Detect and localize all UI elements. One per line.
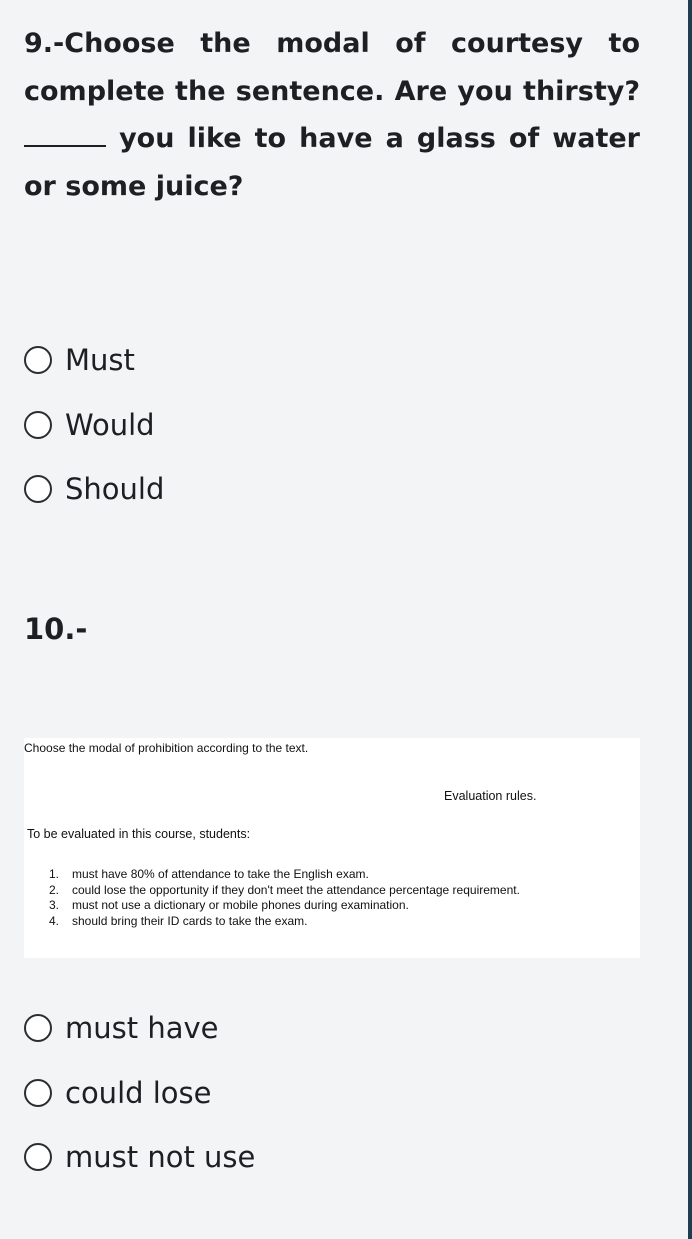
option-would[interactable]	[24, 393, 644, 458]
rule-item	[49, 867, 520, 883]
image-instruction: Choose the modal of prohibition according to the text.	[24, 741, 309, 755]
rule-number: 2.	[49, 882, 60, 897]
radio-button[interactable]	[24, 1079, 52, 1107]
option-could-lose[interactable]	[24, 1061, 644, 1126]
option-label: must have	[65, 1011, 219, 1046]
image-intro: To be evaluated in this course, students:	[27, 827, 251, 841]
radio-button[interactable]	[24, 1014, 52, 1042]
image-heading: Evaluation rules.	[444, 789, 537, 803]
question-9-text-before: 9.-Choose the modal of courtesy to complete the sentence. Are you thirsty?	[24, 28, 640, 107]
radio-button[interactable]	[24, 475, 52, 503]
question-10-options	[24, 996, 644, 1190]
option-label: could lose	[65, 1075, 212, 1110]
rule-text: should bring their ID cards to take the exam.	[72, 913, 308, 928]
option-label: must not use	[65, 1140, 256, 1175]
rule-number: 3.	[49, 898, 60, 913]
question-9-text	[24, 20, 640, 210]
radio-button[interactable]	[24, 411, 52, 439]
right-edge-border	[688, 0, 692, 1239]
answer-blank	[24, 125, 106, 147]
rule-item	[49, 883, 520, 899]
question-10-title: 10.-	[24, 612, 88, 646]
rule-text: could lose the opportunity if they don't meet the attendance percentage requirement.	[72, 882, 520, 897]
option-must[interactable]	[24, 328, 644, 393]
radio-button[interactable]	[24, 1143, 52, 1171]
rule-number: 1.	[49, 867, 60, 881]
rule-item	[49, 898, 520, 914]
option-label: Should	[65, 472, 165, 507]
question-10-image	[24, 738, 640, 958]
rules-list	[49, 867, 520, 929]
option-should[interactable]	[24, 457, 644, 522]
question-9-text-after: you like to have a glass of water or some juice?	[24, 123, 640, 202]
option-label: Would	[65, 407, 155, 442]
rule-text: must have 80% of attendance to take the English exam.	[72, 867, 369, 881]
question-9-options	[24, 328, 644, 522]
radio-button[interactable]	[24, 346, 52, 374]
option-must-have[interactable]	[24, 996, 644, 1061]
rule-text: must not use a dictionary or mobile phones during examination.	[72, 898, 409, 913]
rule-item	[49, 914, 520, 930]
rule-number: 4.	[49, 913, 60, 928]
option-label: Must	[65, 343, 135, 378]
option-must-not-use[interactable]	[24, 1125, 644, 1190]
